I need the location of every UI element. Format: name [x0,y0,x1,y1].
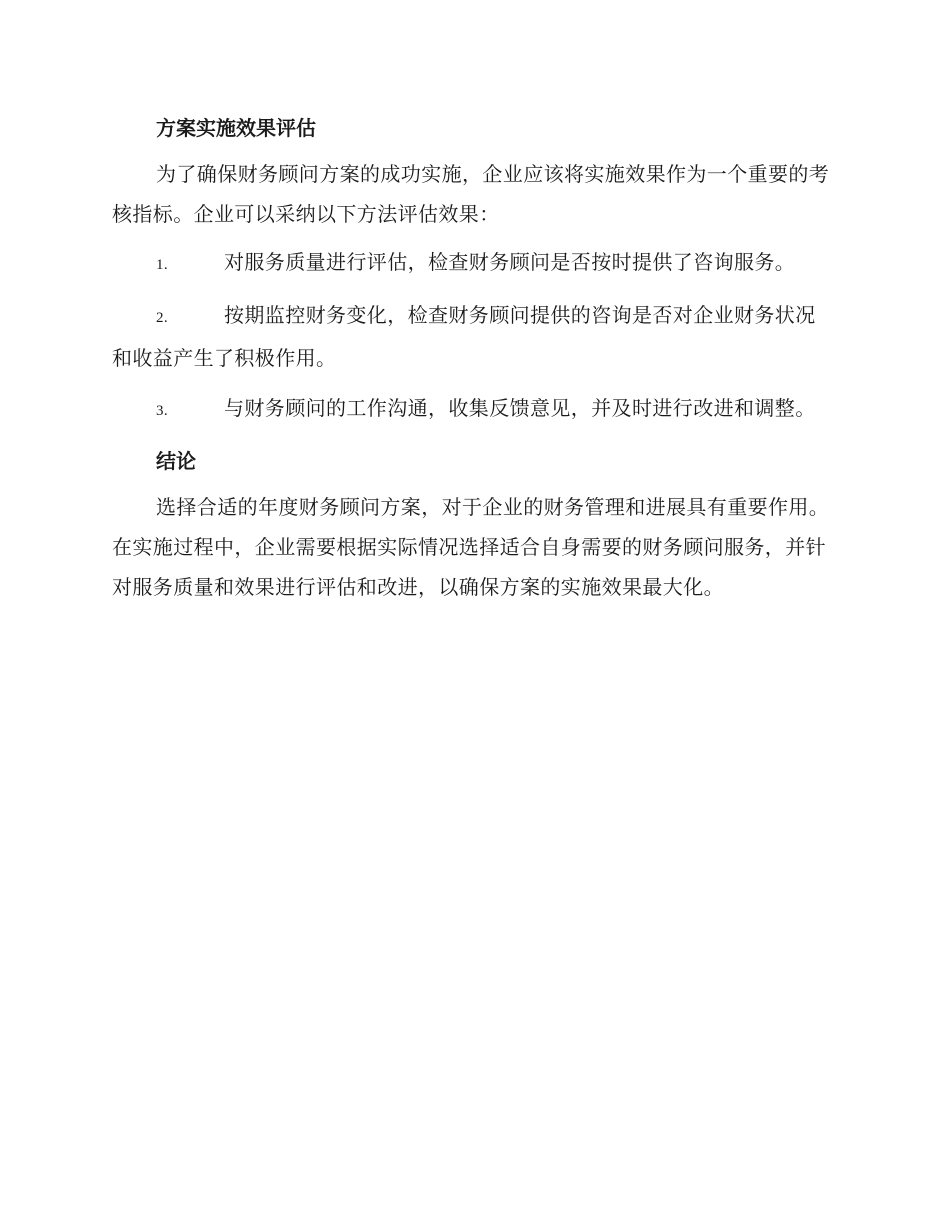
list-item [112,242,834,285]
list-item [112,295,834,378]
list-item-text: 对服务质量进行评估，检查财务顾问是否按时提供了咨询服务。 [224,250,796,274]
list-item-text: 按期监控财务变化，检查财务顾问提供的咨询是否对企业财务状况和收益产生了积极作用。 [112,303,816,370]
evaluation-intro-paragraph: 为了确保财务顾问方案的成功实施，企业应该将实施效果作为一个重要的考核指标。企业可以采纳以下方法评估效果： [112,162,830,226]
document-page [112,108,834,615]
list-item-number: 2. [156,310,169,326]
conclusion-paragraph: 选择合适的年度财务顾问方案，对于企业的财务管理和进展具有重要作用。在实施过程中，企业需要根据实际情况选择适合自身需要的财务顾问服务，并针对服务质量和效果进行评估和改进，以确保方案的实施效果最大化。 [112,495,830,599]
list-item [112,388,834,431]
list-item-text: 与财务顾问的工作沟通，收集反馈意见，并及时进行改进和调整。 [224,396,816,420]
list-item-number: 3. [156,403,169,419]
section-heading-evaluation: 方案实施效果评估 [156,116,316,140]
section-heading-conclusion: 结论 [156,449,196,473]
list-item-number: 1. [156,257,169,273]
